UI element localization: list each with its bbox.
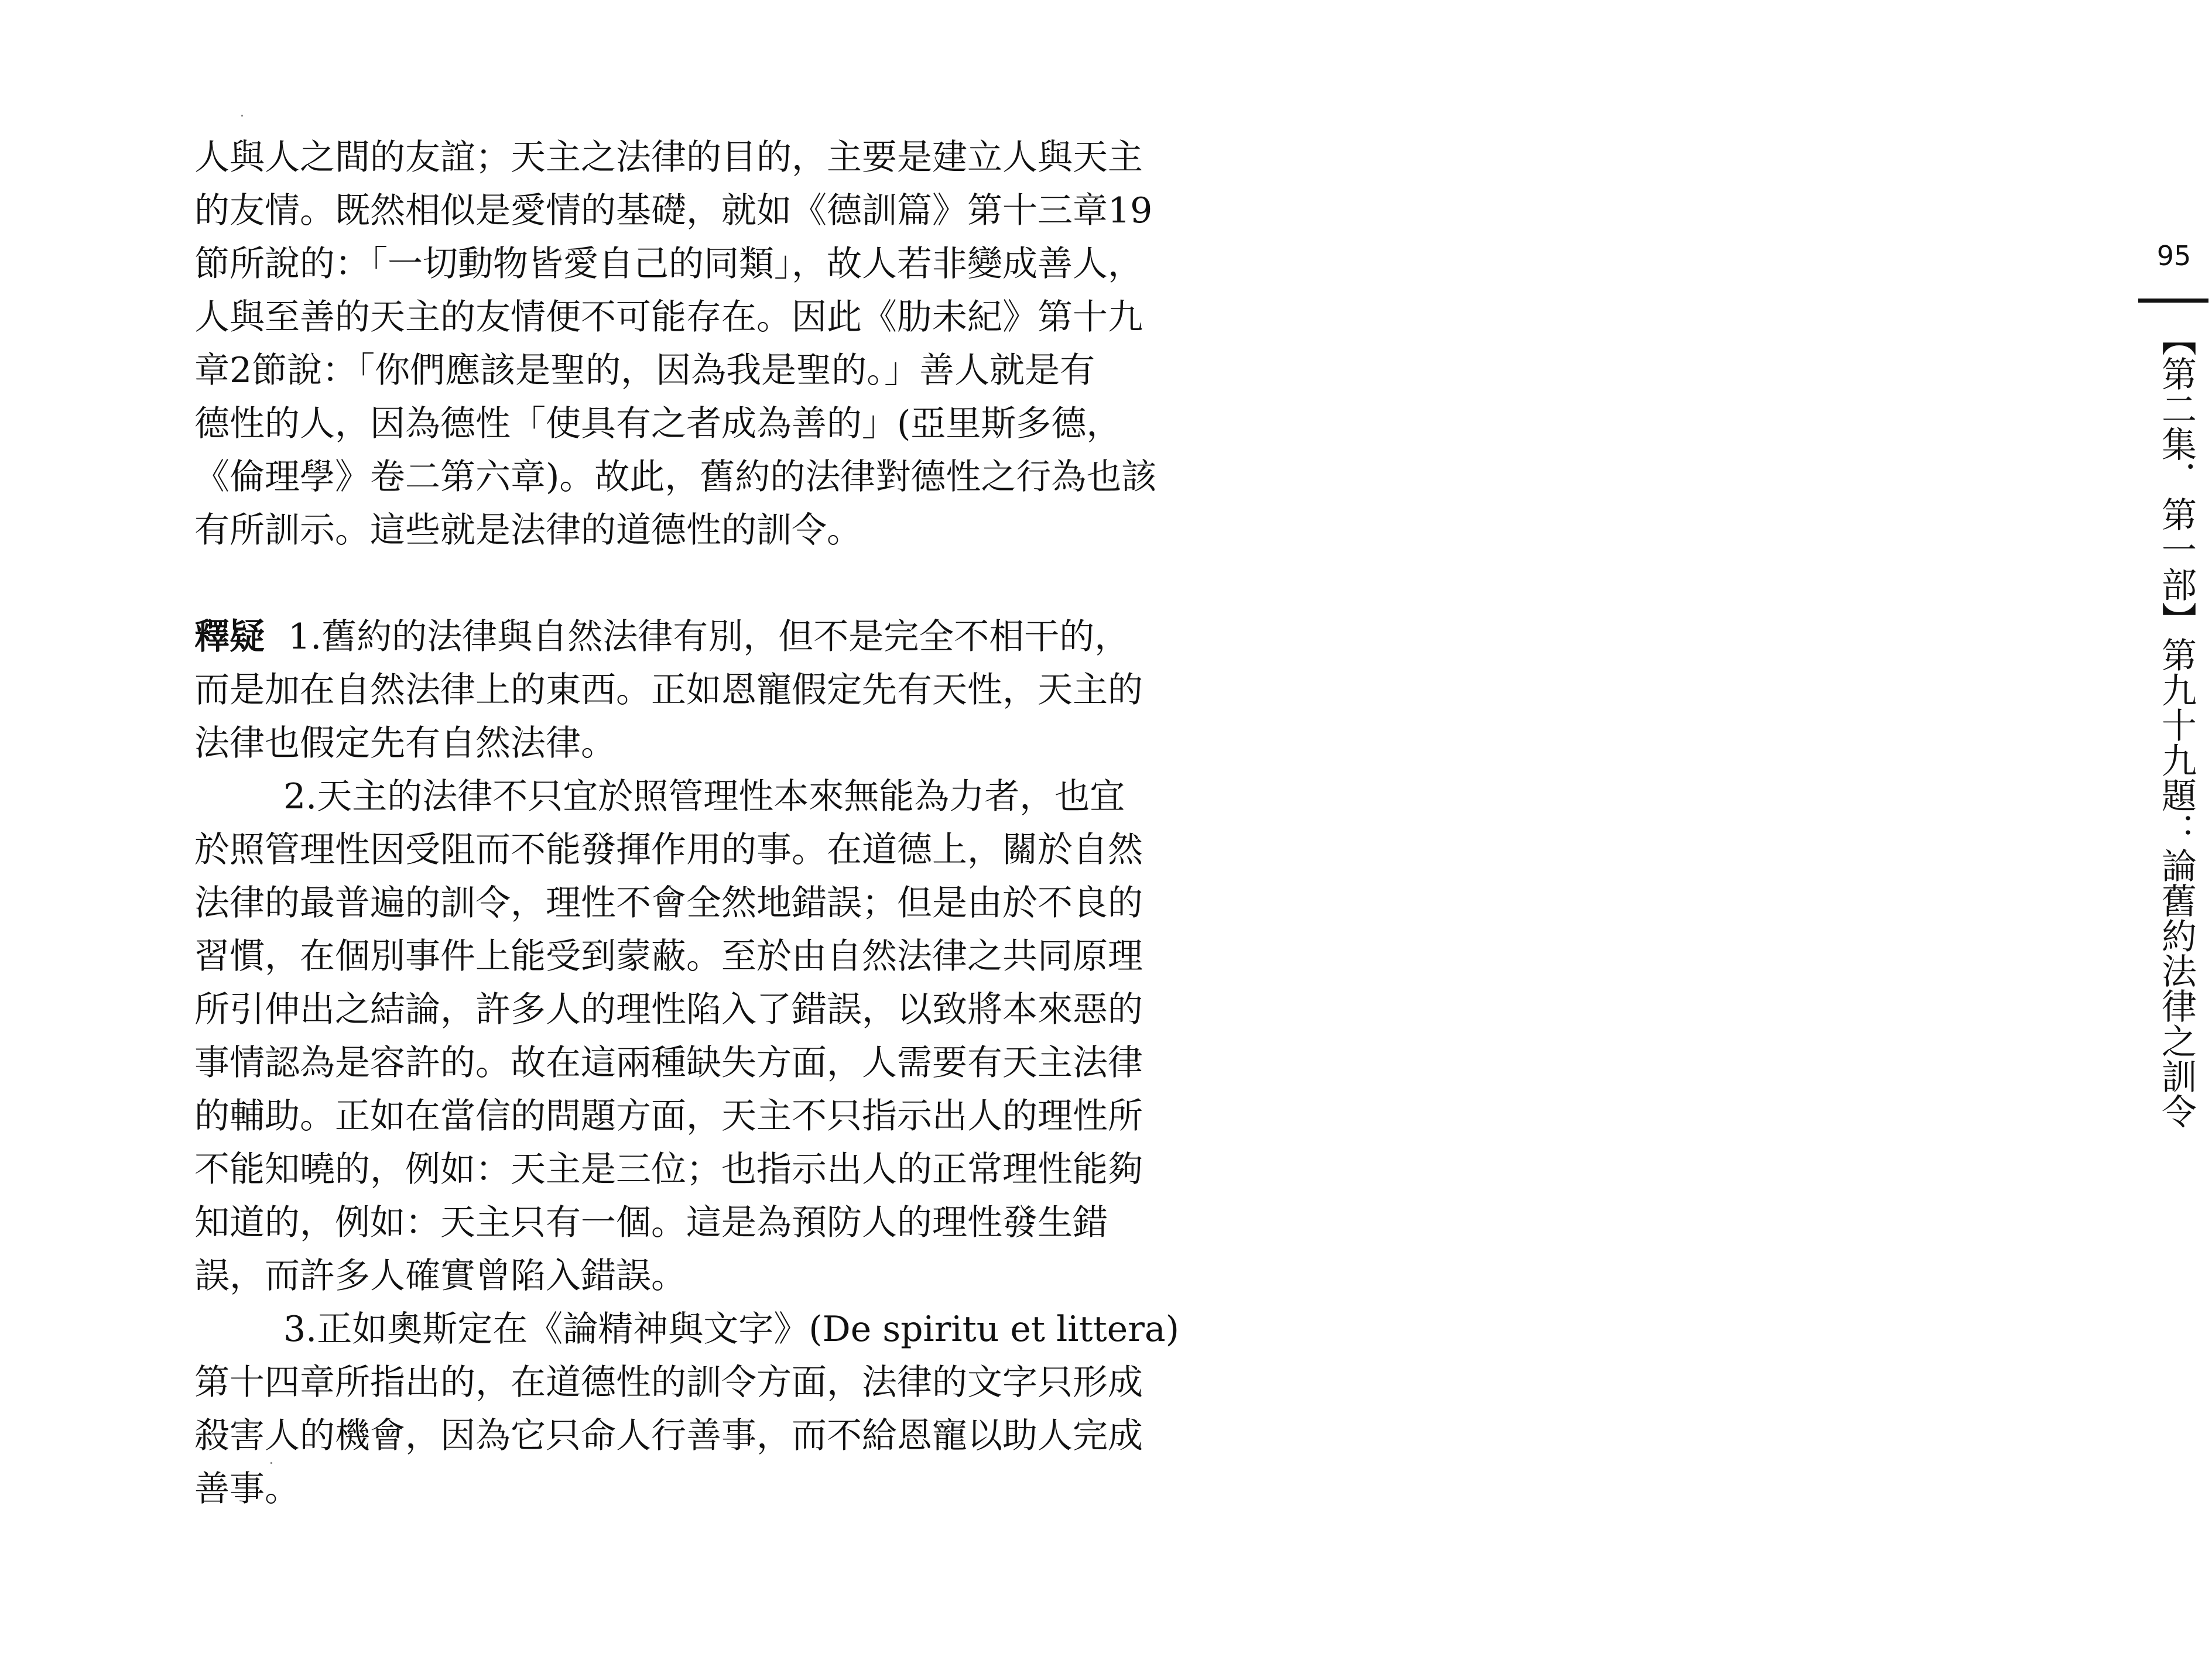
header-rule xyxy=(2138,299,2208,303)
text-line: 的輔助。正如在當信的問題方面，天主不只指示出人的理性所 xyxy=(194,1096,1143,1137)
reply-3-first-line: 3.正如奧斯定在《論精神與文字》(De spiritu et littera) xyxy=(283,1309,1180,1350)
reply-objection-2 xyxy=(194,770,1143,1303)
scan-speck-top xyxy=(241,115,243,116)
text-line: 有所訓示。這些就是法律的道德性的訓令。 xyxy=(194,510,862,551)
text-line: 於照管理性因受阻而不能發揮作用的事。在道德上，關於自然 xyxy=(194,829,1143,870)
text-line: 《倫理學》卷二第六章)。故此，舊約的法律對德性之行為也該 xyxy=(194,457,1157,498)
text-line: 法律也假定先有自然法律。 xyxy=(194,723,616,764)
text-line: 人與至善的天主的友情便不可能存在。因此《肋未紀》第十九 xyxy=(194,297,1143,338)
text-line: 殺害人的機會，因為它只命人行善事，而不給恩寵以助人完成 xyxy=(194,1415,1143,1456)
page-number: 95 xyxy=(2156,240,2192,272)
text-line: 的友情。既然相似是愛情的基礎，就如《德訓篇》第十三章19 xyxy=(194,190,1153,231)
running-head-title: 第九十九題：論舊約法律之訓令 xyxy=(2156,637,2197,1129)
reply-section xyxy=(194,610,1180,1516)
text-line: 第十四章所指出的，在道德性的訓令方面，法律的文字只形成 xyxy=(194,1362,1143,1403)
reply-label: 釋疑 xyxy=(194,616,265,657)
text-line: 習慣，在個別事件上能受到蒙蔽。至於由自然法律之共同原理 xyxy=(194,936,1143,977)
paragraph-gap xyxy=(194,557,1037,610)
text-line: 而是加在自然法律上的東西。正如恩寵假定先有天性，天主的 xyxy=(194,670,1143,711)
text-line: 事情認為是容許的。故在這兩種缺失方面，人需要有天主法律 xyxy=(194,1042,1143,1083)
text-line: 知道的，例如：天主只有一個。這是為預防人的理性發生錯 xyxy=(194,1202,1108,1243)
text-line: 不能知曉的，例如：天主是三位；也指示出人的正常理性能夠 xyxy=(194,1149,1143,1190)
text-line xyxy=(194,1303,1180,1356)
reply-objection-1 xyxy=(194,610,1143,770)
text-line: 善事。 xyxy=(194,1469,300,1510)
paragraph-continuation xyxy=(194,131,1157,557)
text-line: 節所說的：「一切動物皆愛自己的同類」，故人若非變成善人， xyxy=(194,243,1143,284)
text-line xyxy=(194,610,1130,664)
running-head xyxy=(2153,321,2196,1129)
text-line: 法律的最普遍的訓令，理性不會全然地錯誤；但是由於不良的 xyxy=(194,883,1143,924)
text-line xyxy=(194,770,1125,824)
body-text xyxy=(194,131,1180,1516)
text-line: 德性的人，因為德性「使具有之者成為善的」(亞里斯多德， xyxy=(194,403,1122,444)
margin-sidebar xyxy=(1067,0,2197,1667)
text-line: 誤，而許多人確實曾陷入錯誤。 xyxy=(194,1256,686,1296)
reply-objection-3 xyxy=(194,1303,1180,1516)
reply-2-first-line: 2.天主的法律不只宜於照管理性本來無能為力者，也宜 xyxy=(283,776,1125,817)
reply-1-first-line: 1.舊約的法律與自然法律有別，但不是完全不相干的， xyxy=(288,616,1130,657)
text-line: 所引伸出之結論，許多人的理性陷入了錯誤，以致將本來惡的 xyxy=(194,989,1143,1030)
text-line: 章2節說：「你們應該是聖的，因為我是聖的。」善人就是有 xyxy=(194,350,1095,391)
running-head-volume: 【第二集．第一部】 xyxy=(2156,321,2197,637)
text-line: 人與人之間的友誼；天主之法律的目的，主要是建立人與天主 xyxy=(194,137,1143,178)
